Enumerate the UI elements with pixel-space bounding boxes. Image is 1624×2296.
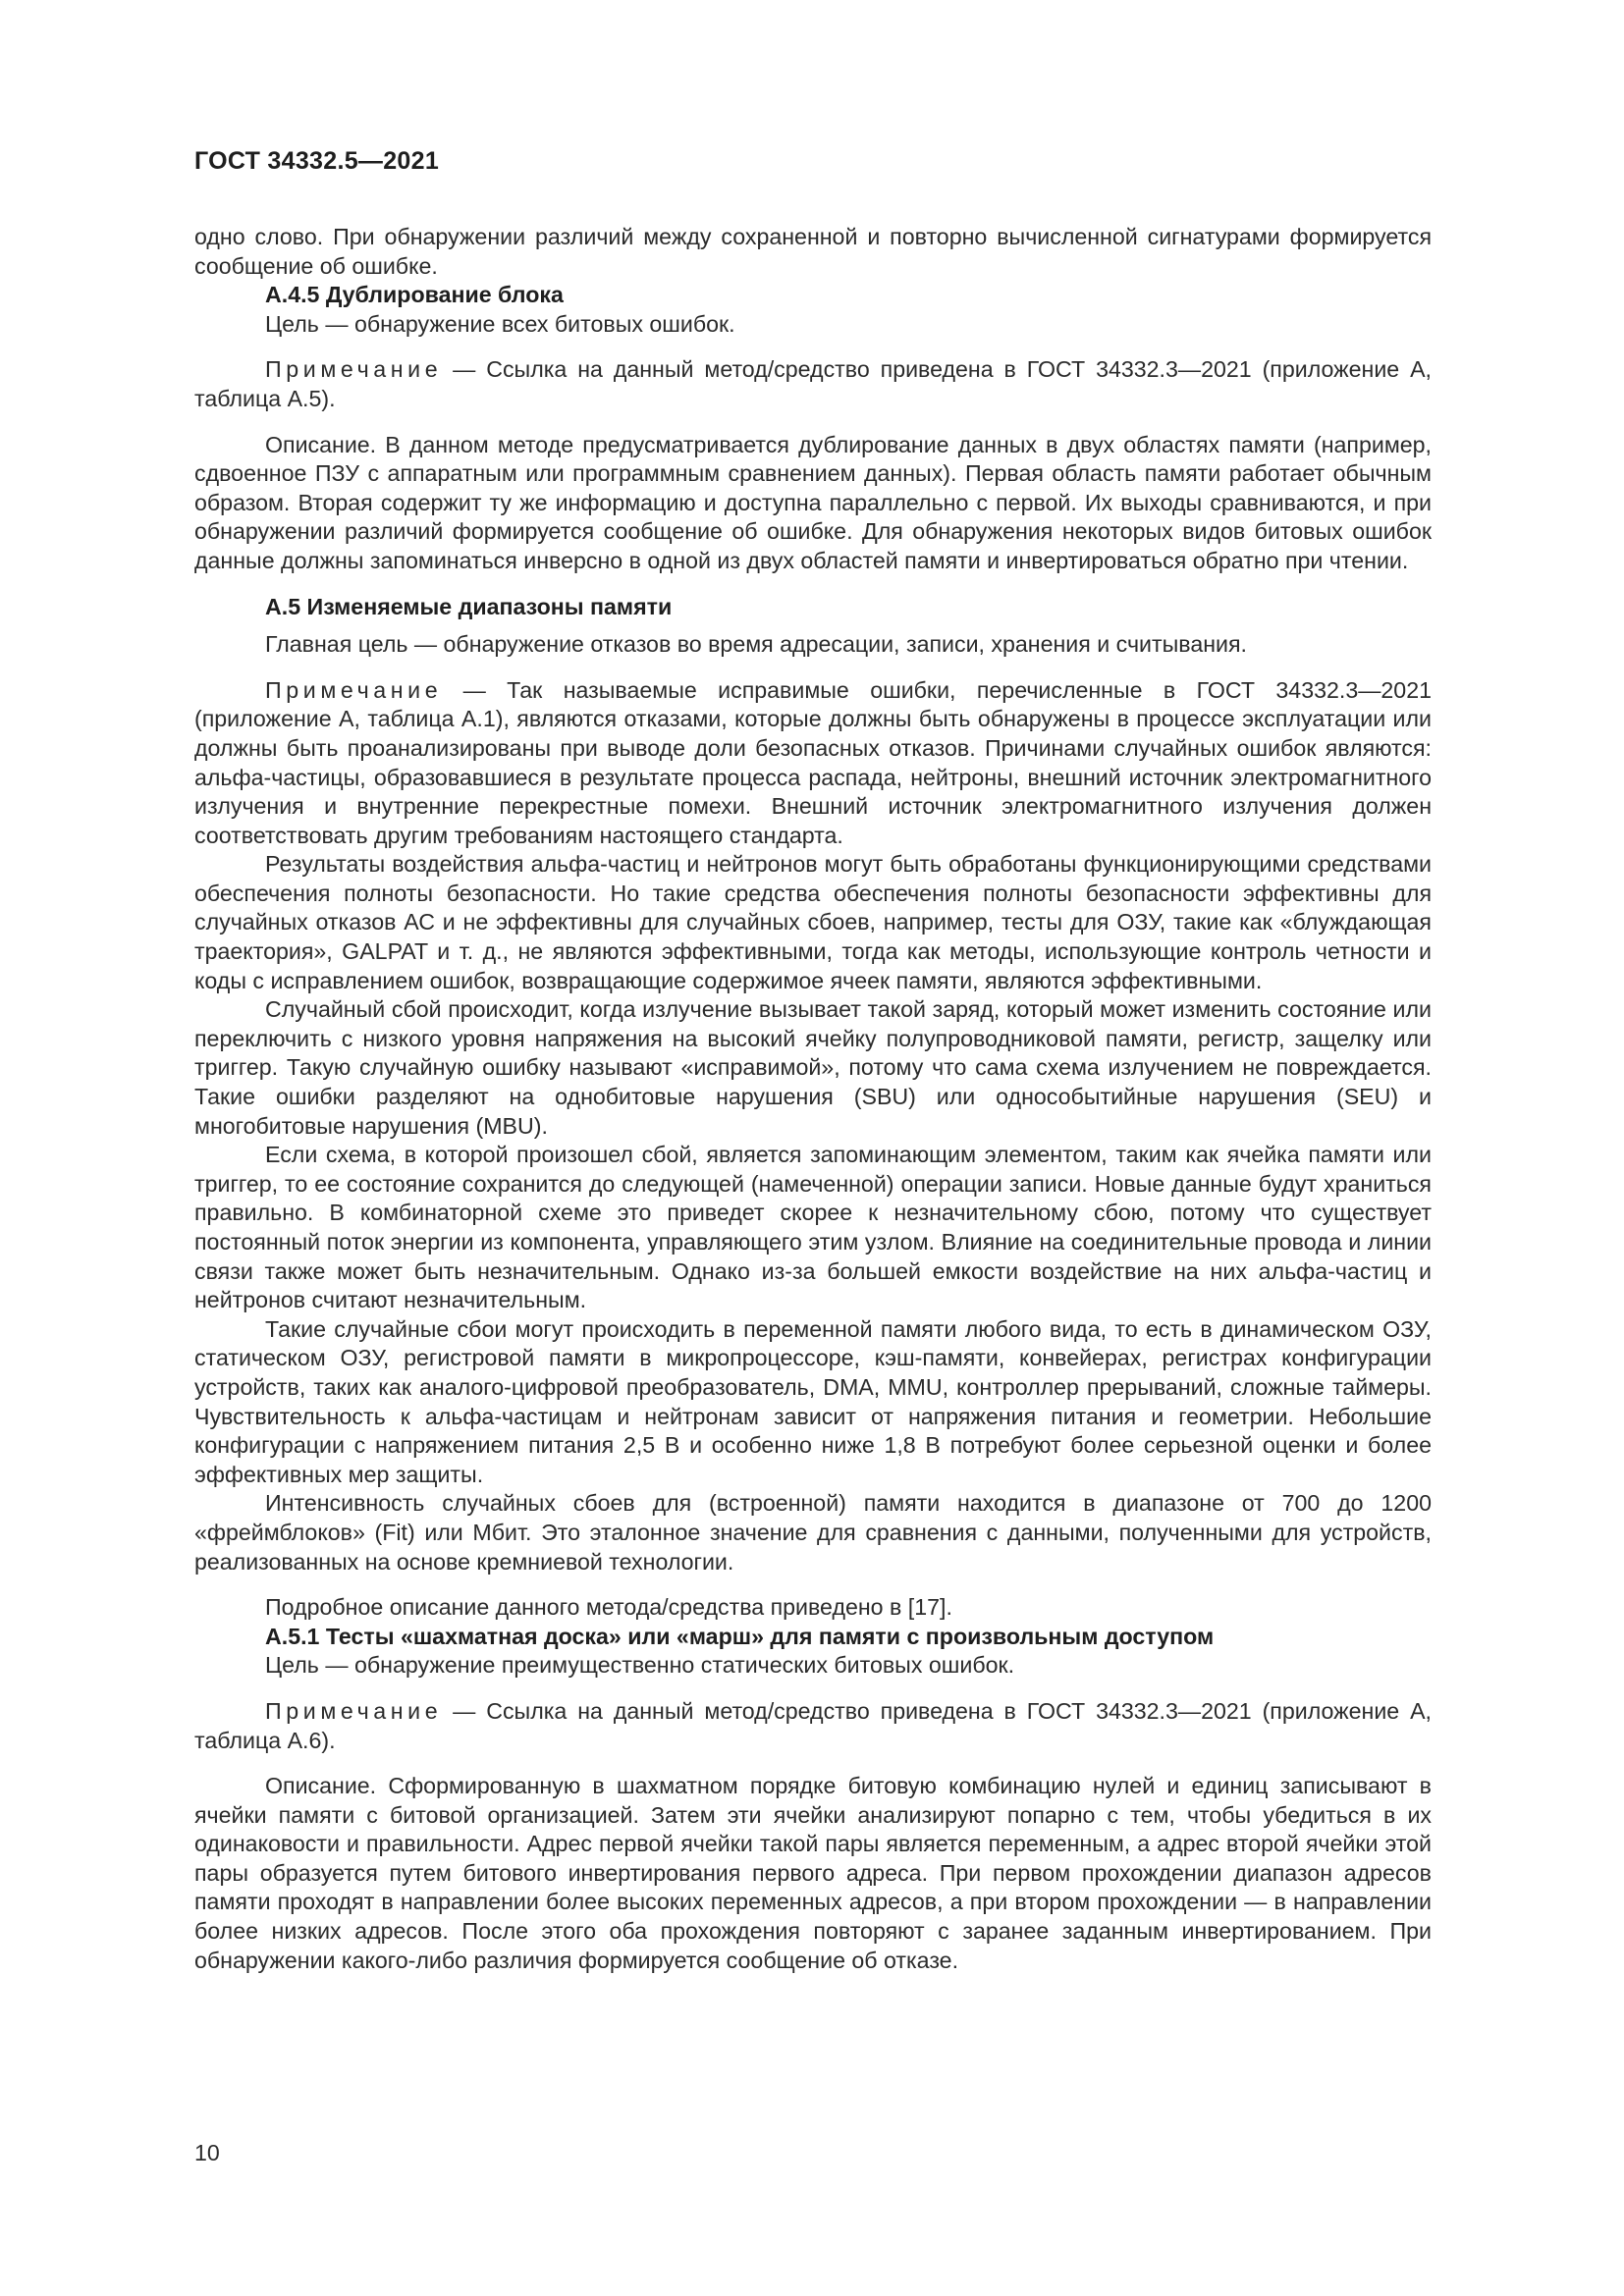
note-label: Примечание <box>265 356 443 383</box>
section-heading-a45: А.4.5 Дублирование блока <box>265 282 564 308</box>
note-label: Примечание <box>265 1697 443 1724</box>
section-heading-a5: А.5 Изменяемые диапазоны памяти <box>265 593 673 619</box>
page-body <box>194 223 1432 1975</box>
paragraph: Случайный сбой происходит, когда излучение вызывает такой заряд, который может изменить состояние или переключить с низкого уровня напряжения на высокий ячейку полупроводниковой памяти, регистр, защелку или триггер. Такую случайную ошибку называют «исправимой», потому что сама схема излучением не повреждается. Такие ошибки разделяют на однобитовые нарушения (SBU) или однособытийные нарушения (SEU) и многобитовые нарушения (MBU). <box>194 996 1432 1139</box>
paragraph-continued: одно слово. При обнаружении различий между сохраненной и повторно вычисленной сигнатурами формируется сообщение об ошибке. <box>194 224 1432 279</box>
reference-line: Подробное описание данного метода/средства приведено в [17]. <box>265 1594 952 1621</box>
note-text: — Ссылка на данный метод/средство приведена в ГОСТ 34332.3—2021 (приложение А, таблица А.5). <box>194 356 1432 411</box>
description-a45: Описание. В данном методе предусматривается дублирование данных в двух областях памяти (например, сдвоенное ПЗУ с аппаратным или программным сравнением данных). Первая область памяти работает обычным образом. Вторая содержит ту же информацию и доступна параллельно с первой. Их выходы сравниваются, и при обнаружении различий формируется сообщение об ошибке. Для обнаружения некоторых видов битовых ошибок данные должны запоминаться инверсно в одной из двух областей памяти и инвертироваться обратно при чтении. <box>194 431 1432 573</box>
paragraph: Если схема, в которой произошел сбой, является запоминающим элементом, таким как ячейка памяти или триггер, то ее состояние сохранится до следующей (намеченной) операции записи. Новые данные будут храниться правильно. В комбинаторной схеме это приведет скорее к незначительному сбою, потому что существует постоянный поток энергии из компонента, управляющего этим узлом. Влияние на соединительные провода и линии связи также может быть незначительным. Однако из-за большей емкости воздействие на них альфа-частиц и нейтронов считают незначительным. <box>194 1142 1432 1313</box>
note-text: — Так называемые исправимые ошибки, перечисленные в ГОСТ 34332.3—2021 (приложение А, таблица А.1), являются отказами, которые должны быть обнаружены в процессе эксплуатации или должны быть проанализированы при выводе доли безопасных отказов. Причинами случайных ошибок являются: альфа-частицы, образовавшиеся в результате процесса распада, нейтроны, внешний источник электромагнитного излучения и внутренние перекрестные помехи. Внешний источник электромагнитного излучения должен соответствовать другим требованиям настоящего стандарта. <box>194 676 1432 848</box>
paragraph: Интенсивность случайных сбоев для (встроенной) памяти находится в диапазоне от 700 до 1200 «фреймблоков» (Fit) или Мбит. Это эталонное значение для сравнения с данными, полученными для устройств, реализованных на основе кремниевой технологии. <box>194 1490 1432 1575</box>
note-a5 <box>194 676 1432 851</box>
section-goal-a5: Главная цель — обнаружение отказов во время адресации, записи, хранения и считывания. <box>265 631 1248 658</box>
document-header: ГОСТ 34332.5—2021 <box>194 147 440 175</box>
note-a51 <box>194 1697 1432 1755</box>
paragraph: Результаты воздействия альфа-частиц и нейтронов могут быть обработаны функционирующими средствами обеспечения полноты безопасности. Но такие средства обеспечения полноты безопасности эффективны для случайных отказов АС и не эффективны для случайных сбоев, например, тесты для ОЗУ, такие как «блуждающая траектория», GALPAT и т. д., не являются эффективными, тогда как методы, использующие контроль четности и коды с исправлением ошибок, возвращающие содержимое ячеек памяти, являются эффективными. <box>194 851 1432 993</box>
section-goal-a45: Цель — обнаружение всех битовых ошибок. <box>265 310 735 337</box>
page-number: 10 <box>194 2140 220 2165</box>
section-goal-a51: Цель — обнаружение преимущественно статических битовых ошибок. <box>265 1652 1015 1679</box>
note-a45 <box>194 355 1432 413</box>
paragraph: Такие случайные сбои могут происходить в переменной памяти любого вида, то есть в динамическом ОЗУ, статическом ОЗУ, регистровой памяти в микропроцессоре, кэш-памяти, конвейерах, регистрах конфигурации устройств, таких как аналого-цифровой преобразователь, DMA, MMU, контроллер прерываний, сложные таймеры. Чувствительность к альфа-частицам и нейтронам зависит от напряжения питания и геометрии. Небольшие конфигурации с напряжением питания 2,5 В и особенно ниже 1,8 В потребуют более серьезной оценки и более эффективных мер защиты. <box>194 1315 1432 1487</box>
note-label: Примечание <box>265 676 443 703</box>
note-text: — Ссылка на данный метод/средство приведена в ГОСТ 34332.3—2021 (приложение А, таблица А.6). <box>194 1697 1432 1753</box>
section-heading-a51: А.5.1 Тесты «шахматная доска» или «марш» для памяти с произвольным доступом <box>265 1623 1215 1649</box>
description-a51: Описание. Сформированную в шахматном порядке битовую комбинацию нулей и единиц записывают в ячейки памяти с битовой организацией. Затем эти ячейки анализируют попарно с тем, чтобы убедиться в их одинаковости и правильности. Адрес первой ячейки такой пары является переменным, а адрес второй ячейки этой пары образуется путем битового инвертирования первого адреса. При первом прохождении диапазон адресов памяти проходят в направлении более высоких переменных адресов, а при втором прохождении — в направлении более низких адресов. После этого оба прохождения повторяют с заранее заданным инвертированием. При обнаружении какого-либо различия формируется сообщение об отказе. <box>194 1773 1432 1973</box>
